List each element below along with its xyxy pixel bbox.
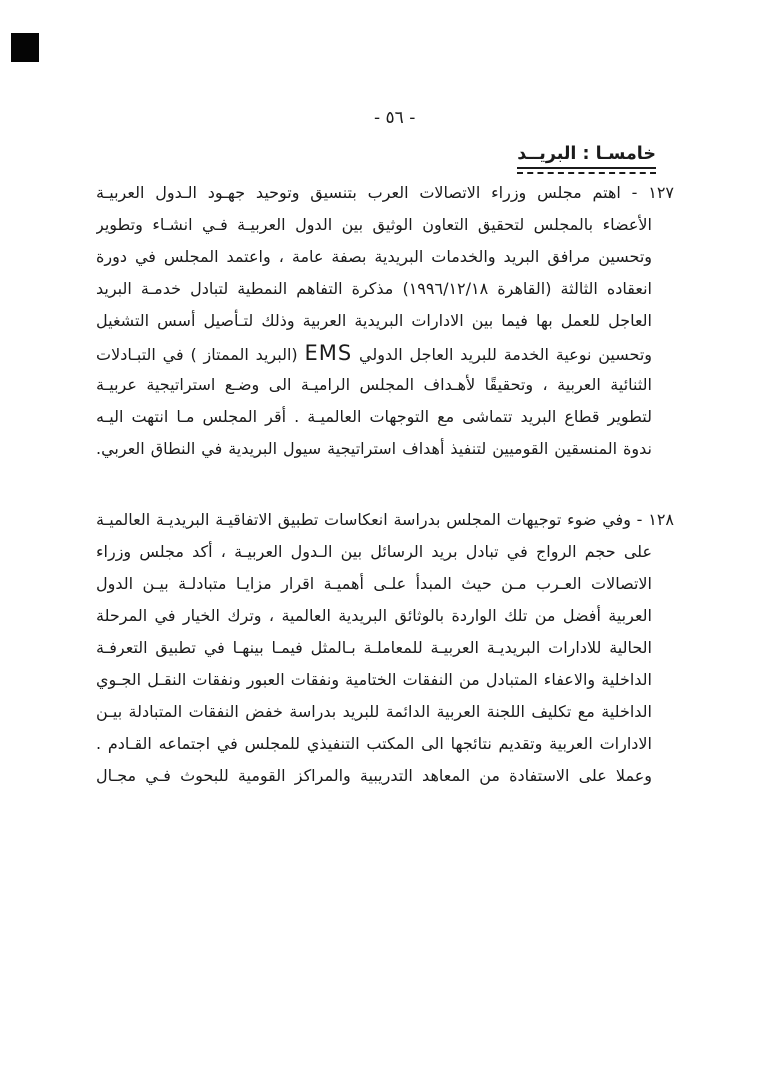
heading-underline xyxy=(517,172,656,174)
text-line: انعقاده الثالثة (القاهرة ١٩٩٦/١٢/١٨) مذكرة التفاهم النمطية لتبادل خدمـة البريد xyxy=(96,279,652,298)
scan-artifact xyxy=(11,33,39,62)
text-line: لتطوير قطاع البريد تتماشى مع التوجهات العالميـة . أقر المجلس مـا انتهت اليـه xyxy=(96,407,652,426)
paragraph-128 xyxy=(96,504,674,792)
text-line: وعملا على الاستفادة من المعاهد التدريبية والمراكز القومية للبحوث فـي مجـال xyxy=(96,766,652,785)
page-number: - ٥٦ - xyxy=(374,108,416,128)
text-line: ندوة المنسقين القوميين لتنفيذ أهداف استراتيجية سيول البريدية في النطاق العربي. xyxy=(96,439,652,458)
text-line: الاتصالات العـرب مـن حيث المبدأ علـى أهميـة اقرار مزايـا متبادلـة بيـن الدول xyxy=(96,574,652,593)
paragraph-127 xyxy=(96,177,674,465)
text-line: الداخلية والاعفاء المتبادل من النفقات الختامية ونفقات العبور ونفقات النقـل الجـوي xyxy=(96,670,652,689)
section-heading xyxy=(517,144,656,174)
text-line: العربية أفضل من تلك الواردة بالوثائق البريدية العالمية ، وترك الخيار في المرحلة xyxy=(96,606,652,625)
text-line: على حجم الرواج في تبادل بريد الرسائل بين الـدول العربيـة ، أكد مجلس وزراء xyxy=(96,542,652,561)
text-line: ١٢٧ - اهتم مجلس وزراء الاتصالات العرب بتنسيق وتوحيد جهـود الـدول العربيـة xyxy=(96,183,674,202)
text-line: الداخلية مع تكليف اللجنة العربية الدائمة للبريد بدراسة خفض النفقات المتبادلة بيـن xyxy=(96,702,652,721)
text-line: الادارات العربية وتقديم نتائجها الى المكتب التنفيذي للمجلس في اجتماعه القـادم . xyxy=(96,734,652,753)
text-line: الأعضاء بالمجلس لتحقيق التعاون الوثيق بين الدول العربيـة فـي انشـاء وتطوير xyxy=(96,215,652,234)
section-heading-text: خامسـا : البريــد xyxy=(517,144,656,169)
text-line: الحالية للادارات البريديـة العربيـة للمعاملـة بـالمثل فيمـا بينهـا في تطبيق التعرفـة xyxy=(96,638,652,657)
text-line: العاجل للعمل بها فيما بين الادارات البريدية العربية وذلك لتـأصيل أسس التشغيل xyxy=(96,311,652,330)
text-line: وتحسين مرافق البريد والخدمات البريدية بصفة عامة ، واعتمد المجلس في دورة xyxy=(96,247,652,266)
text-line: ١٢٨ - وفي ضوء توجيهات المجلس بدراسة انعكاسات تطبيق الاتفاقيـة البريديـة العالميـة xyxy=(96,510,674,529)
text-line: الثنائية العربية ، وتحقيقًا لأهـداف المجلس الراميـة الى وضـع استراتيجية عربيـة xyxy=(96,375,652,394)
ems-line-after: (البريد الممتاز ) في التبـادلات xyxy=(96,345,298,364)
text-line-ems xyxy=(96,337,674,369)
ems-label: EMS xyxy=(304,341,353,365)
ems-line-before: وتحسين نوعية الخدمة للبريد العاجل الدولي xyxy=(359,345,653,364)
